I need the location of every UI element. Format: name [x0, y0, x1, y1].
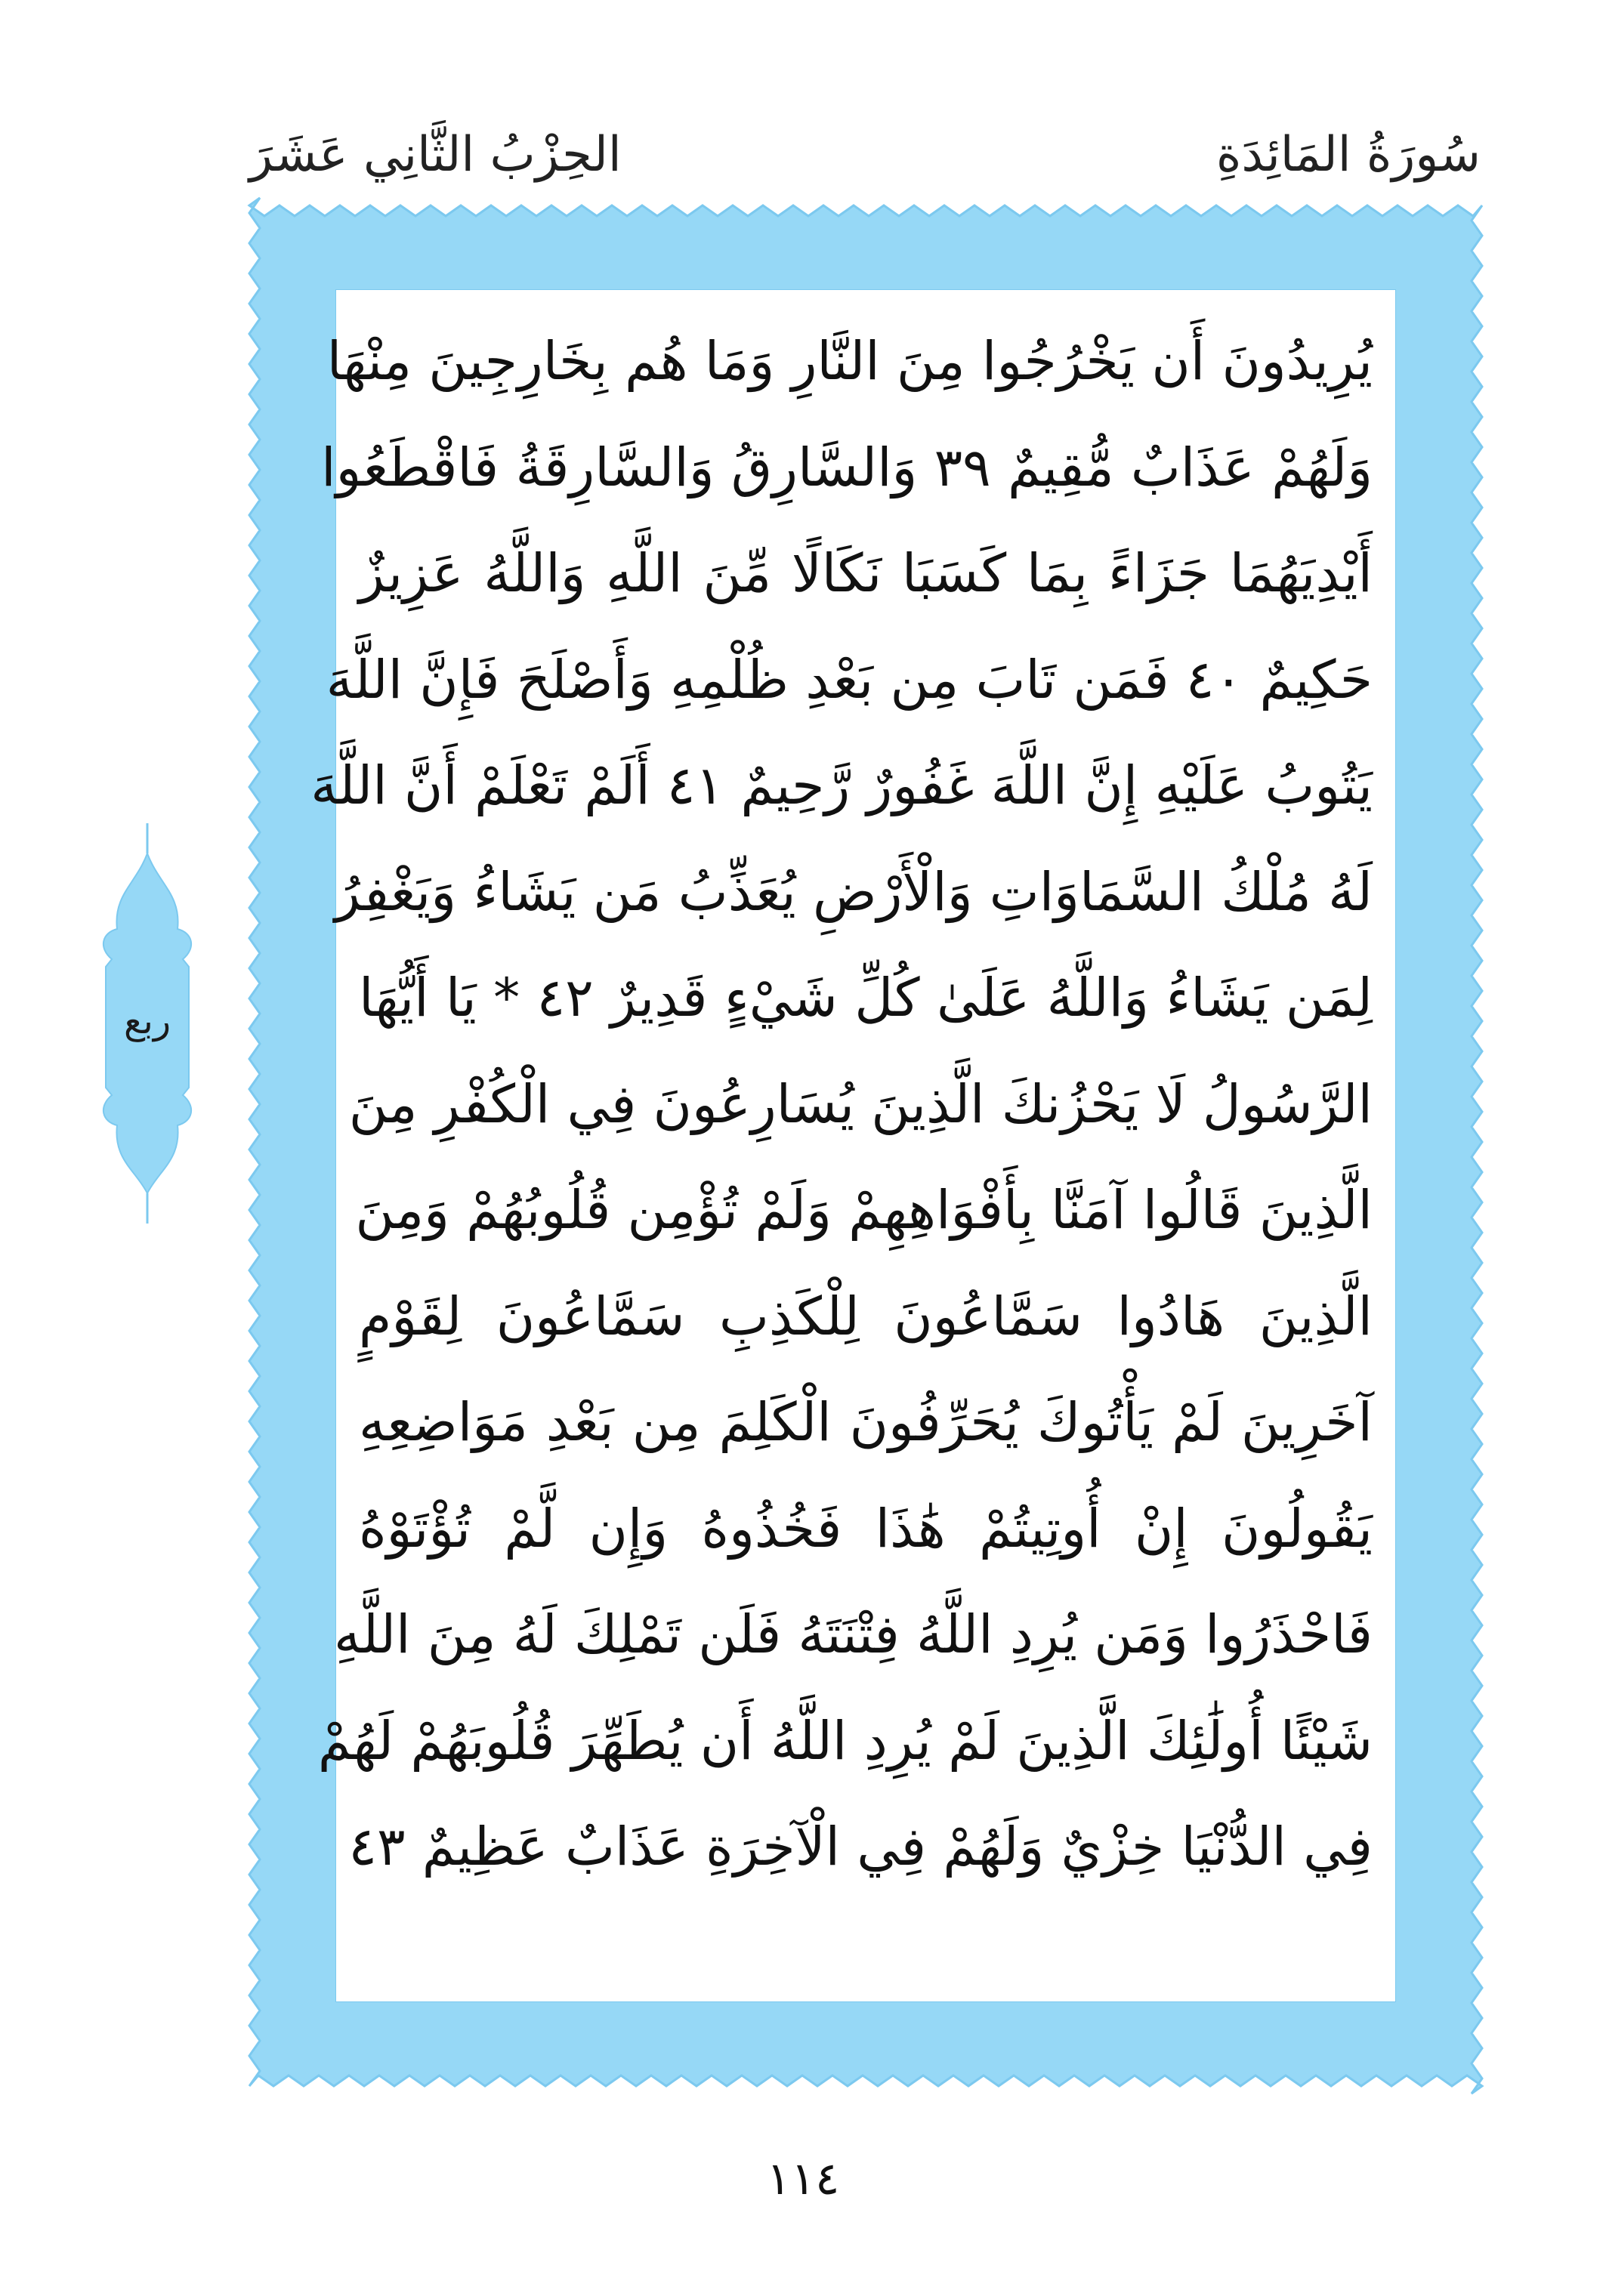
surah-name: سُورَةُ المَائِدَةِ — [1215, 127, 1481, 183]
verse-line-11: آخَرِينَ لَمْ يَأْتُوكَ يُحَرِّفُونَ الْكَلِمَ مِن بَعْدِ مَوَاضِعِهِ — [359, 1391, 1373, 1453]
verse-text-panel — [310, 290, 1395, 2001]
page-frame — [249, 205, 1482, 2086]
rub-label: ربع — [123, 1000, 171, 1042]
verse-line-2: وَلَهُمْ عَذَابٌ مُّقِيمٌ ٣٩ وَالسَّارِقُ وَالسَّارِقَةُ فَاقْطَعُوا — [321, 436, 1373, 498]
verse-line-7: لِمَن يَشَاءُ وَاللَّهُ عَلَىٰ كُلِّ شَيْءٍ قَدِيرٌ ٤٢ * يَا أَيُّهَا — [359, 967, 1373, 1029]
verse-line-13: فَاحْذَرُوا وَمَن يُرِدِ اللَّهُ فِتْنَتَهُ فَلَن تَمْلِكَ لَهُ مِنَ اللَّهِ — [334, 1603, 1373, 1665]
verse-line-6: لَهُ مُلْكُ السَّمَاوَاتِ وَالْأَرْضِ يُعَذِّبُ مَن يَشَاءُ وَيَغْفِرُ — [335, 860, 1373, 923]
verse-line-9: الَّذِينَ قَالُوا آمَنَّا بِأَفْوَاهِهِمْ وَلَمْ تُؤْمِن قُلُوبُهُمْ وَمِنَ — [355, 1179, 1373, 1241]
rub-marker — [91, 823, 204, 1224]
page-number: ١١٤ — [766, 2152, 840, 2205]
verse-line-1: يُرِيدُونَ أَن يَخْرُجُوا مِنَ النَّارِ وَمَا هُم بِخَارِجِينَ مِنْهَا — [326, 330, 1373, 392]
verse-line-3: أَيْدِيَهُمَا جَزَاءً بِمَا كَسَبَا نَكَالًا مِّنَ اللَّهِ وَاللَّهُ عَزِيزٌ — [359, 542, 1373, 604]
verse-line-4: حَكِيمٌ ٤٠ فَمَن تَابَ مِن بَعْدِ ظُلْمِهِ وَأَصْلَحَ فَإِنَّ اللَّهَ — [326, 648, 1373, 711]
verse-line-5: يَتُوبُ عَلَيْهِ إِنَّ اللَّهَ غَفُورٌ رَّحِيمٌ ٤١ أَلَمْ تَعْلَمْ أَنَّ اللَّهَ — [310, 755, 1373, 816]
verse-line-10: الَّذِينَ هَادُوا سَمَّاعُونَ لِلْكَذِبِ سَمَّاعُونَ لِقَوْمٍ — [359, 1285, 1373, 1347]
verse-line-15: فِي الدُّنْيَا خِزْيٌ وَلَهُمْ فِي الْآخِرَةِ عَذَابٌ عَظِيمٌ ٤٣ — [348, 1816, 1373, 1878]
verse-line-8: الرَّسُولُ لَا يَحْزُنكَ الَّذِينَ يُسَارِعُونَ فِي الْكُفْرِ مِنَ — [348, 1072, 1373, 1135]
page-header — [249, 113, 1481, 196]
verse-line-14: شَيْئًا أُولَٰئِكَ الَّذِينَ لَمْ يُرِدِ اللَّهُ أَن يُطَهِّرَ قُلُوبَهُمْ لَهُمْ — [317, 1709, 1373, 1772]
hizb-name: الحِزْبُ الثَّانِي عَشَرَ — [249, 127, 622, 183]
verse-line-12: يَقُولُونَ إِنْ أُوتِيتُمْ هَٰذَا فَخُذُوهُ وَإِن لَّمْ تُؤْتَوْهُ — [359, 1497, 1373, 1560]
